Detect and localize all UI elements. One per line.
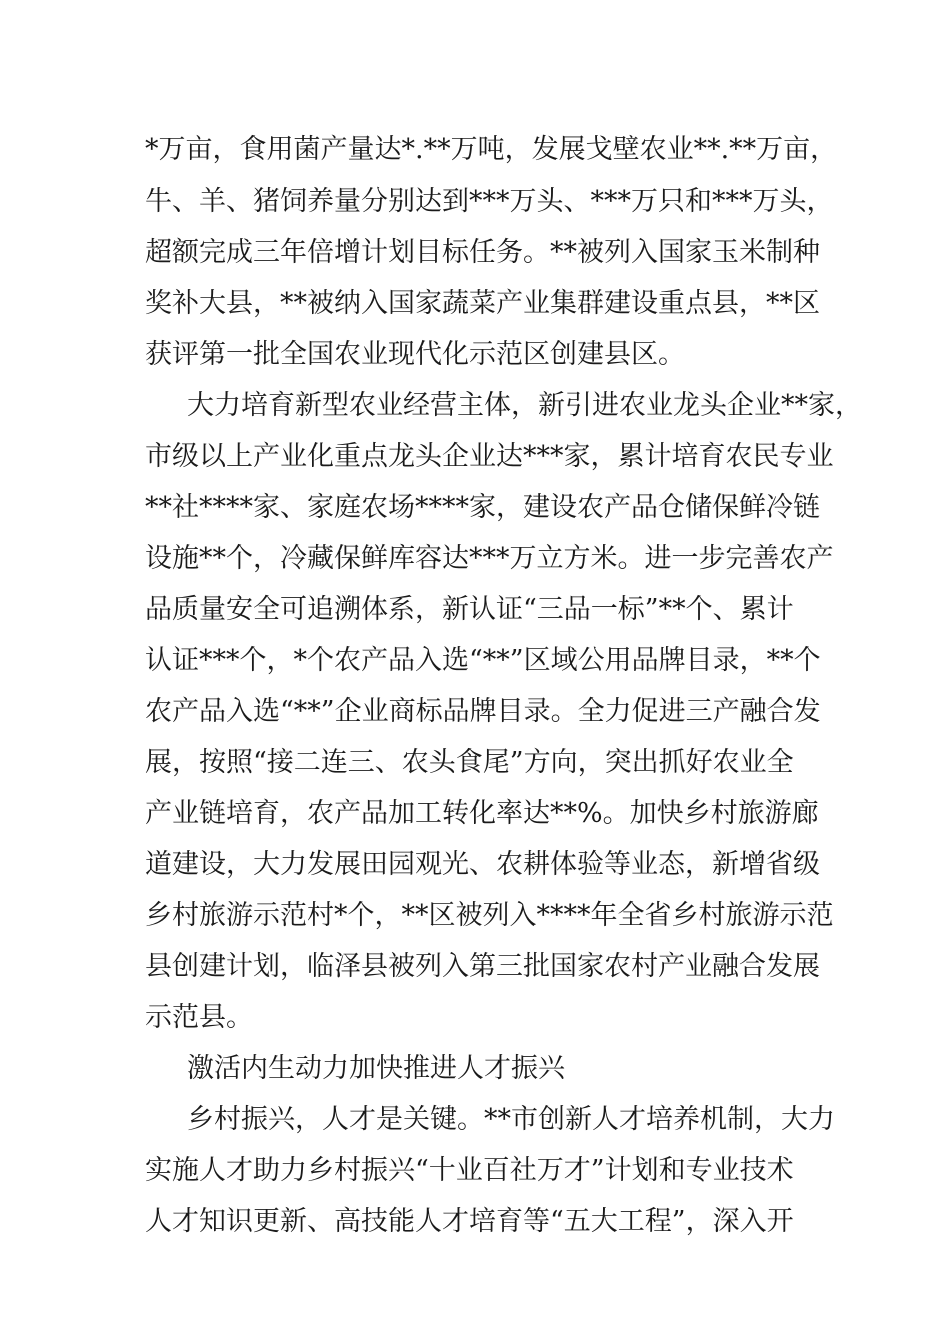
paragraph-2-line-3: **社****家、家庭农场****家，建设农产品仓储保鲜冷链 [145, 492, 820, 523]
paragraph-2-line-1: 大力培育新型农业经营主体，新引进农业龙头企业**家， [187, 390, 862, 421]
paragraph-2-line-13: 示范县。 [145, 1002, 253, 1033]
paragraph-3-line-1: 乡村振兴，人才是关键。**市创新人才培养机制，大力 [187, 1104, 835, 1135]
paragraph-2-line-7: 农产品入选“**”企业商标品牌目录。全力促进三产融合发 [145, 696, 821, 727]
paragraph-2-line-11: 乡村旅游示范村*个，**区被列入****年全省乡村旅游示范 [145, 900, 834, 931]
section-heading: 激活内生动力加快推进人才振兴 [187, 1053, 565, 1084]
paragraph-2-line-12: 县创建计划，临泽县被列入第三批国家农村产业融合发展 [145, 951, 820, 982]
paragraph-1-line-3: 超额完成三年倍增计划目标任务。**被列入国家玉米制种 [145, 237, 820, 268]
paragraph-1-line-4: 奖补大县，**被纳入国家蔬菜产业集群建设重点县，**区 [145, 288, 820, 319]
paragraph-2-line-2: 市级以上产业化重点龙头企业达***家，累计培育农民专业 [145, 441, 834, 472]
paragraph-2-line-4: 设施**个，冷藏保鲜库容达***万立方米。进一步完善农产 [145, 543, 834, 574]
paragraph-1-line-2: 牛、羊、猪饲养量分别达到***万头、***万只和***万头， [145, 186, 834, 217]
paragraph-3-line-2: 实施人才助力乡村振兴“十业百社万才”计划和专业技术 [145, 1155, 794, 1186]
paragraph-2-line-9: 产业链培育，农产品加工转化率达**%。加快乡村旅游廊 [145, 798, 819, 829]
paragraph-1-line-1: *万亩，食用菌产量达*.**万吨，发展戈壁农业**.**万亩， [145, 134, 838, 165]
paragraph-1-line-5: 获评第一批全国农业现代化示范区创建县区。 [145, 339, 685, 370]
paragraph-2-line-10: 道建设，大力发展田园观光、农耕体验等业态，新增省级 [145, 849, 820, 880]
paragraph-3-line-3: 人才知识更新、高技能人才培育等“五大工程”，深入开 [145, 1206, 794, 1237]
paragraph-2-line-6: 认证***个，*个农产品入选“**”区域公用品牌目录，**个 [145, 645, 821, 676]
paragraph-2-line-5: 品质量安全可追溯体系，新认证“三品一标”**个、累计 [145, 594, 794, 625]
paragraph-2-line-8: 展，按照“接二连三、农头食尾”方向，突出抓好农业全 [145, 747, 794, 778]
